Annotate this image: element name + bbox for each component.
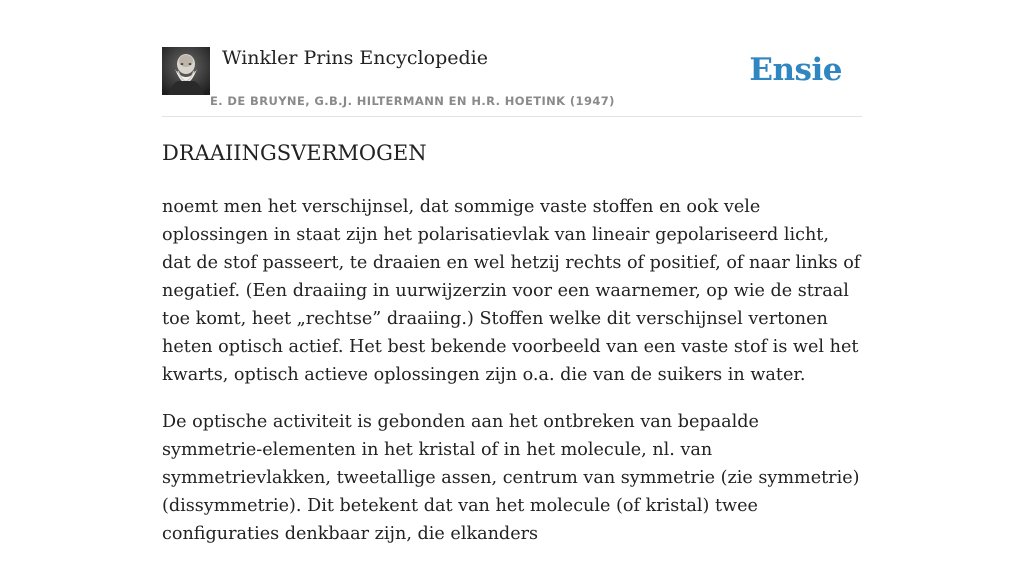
author-portrait-icon xyxy=(162,47,210,95)
encyclopedia-title[interactable]: Winkler Prins Encyclopedie xyxy=(222,47,488,69)
article-paragraph: De optische activiteit is gebonden aan het ontbreken van bepaalde symmetrie-elementen in het kristal of in het molecule, nl. van symmetrievlakken, tweetallige assen, centrum van symmetrie (zie symmetrie) (dissymmetrie). Dit betekent dat van het molecule (of kristal) twee configuraties denkbaar zijn, die elkanders xyxy=(162,412,860,544)
article-title: DRAAIINGSVERMOGEN xyxy=(162,141,427,165)
header xyxy=(162,40,862,117)
article-authors: E. DE BRUYNE, G.B.J. HILTERMANN EN H.R. HOETINK (1947) xyxy=(210,94,615,108)
ensie-logo[interactable]: Ensie xyxy=(749,52,842,88)
article-body xyxy=(162,193,862,567)
article-paragraph: noemt men het verschijnsel, dat sommige vaste stoffen en ook vele oplossingen in staat zijn het polarisatievlak van lineair gepolariseerd licht, dat de stof passeert, te draaien en wel hetzij rechts of positief, of naar links of negatief. (Een draaiing in uurwijzerzin voor een waarnemer, op wie de straal toe komt, heet „rechtse” draaiing.) Stoffen welke dit verschijnsel vertonen heten optisch actief. Het best bekende voorbeeld van een vaste stof is wel het kwarts, optisch actieve oplossingen zijn o.a. die van de suikers in water. xyxy=(162,197,861,385)
